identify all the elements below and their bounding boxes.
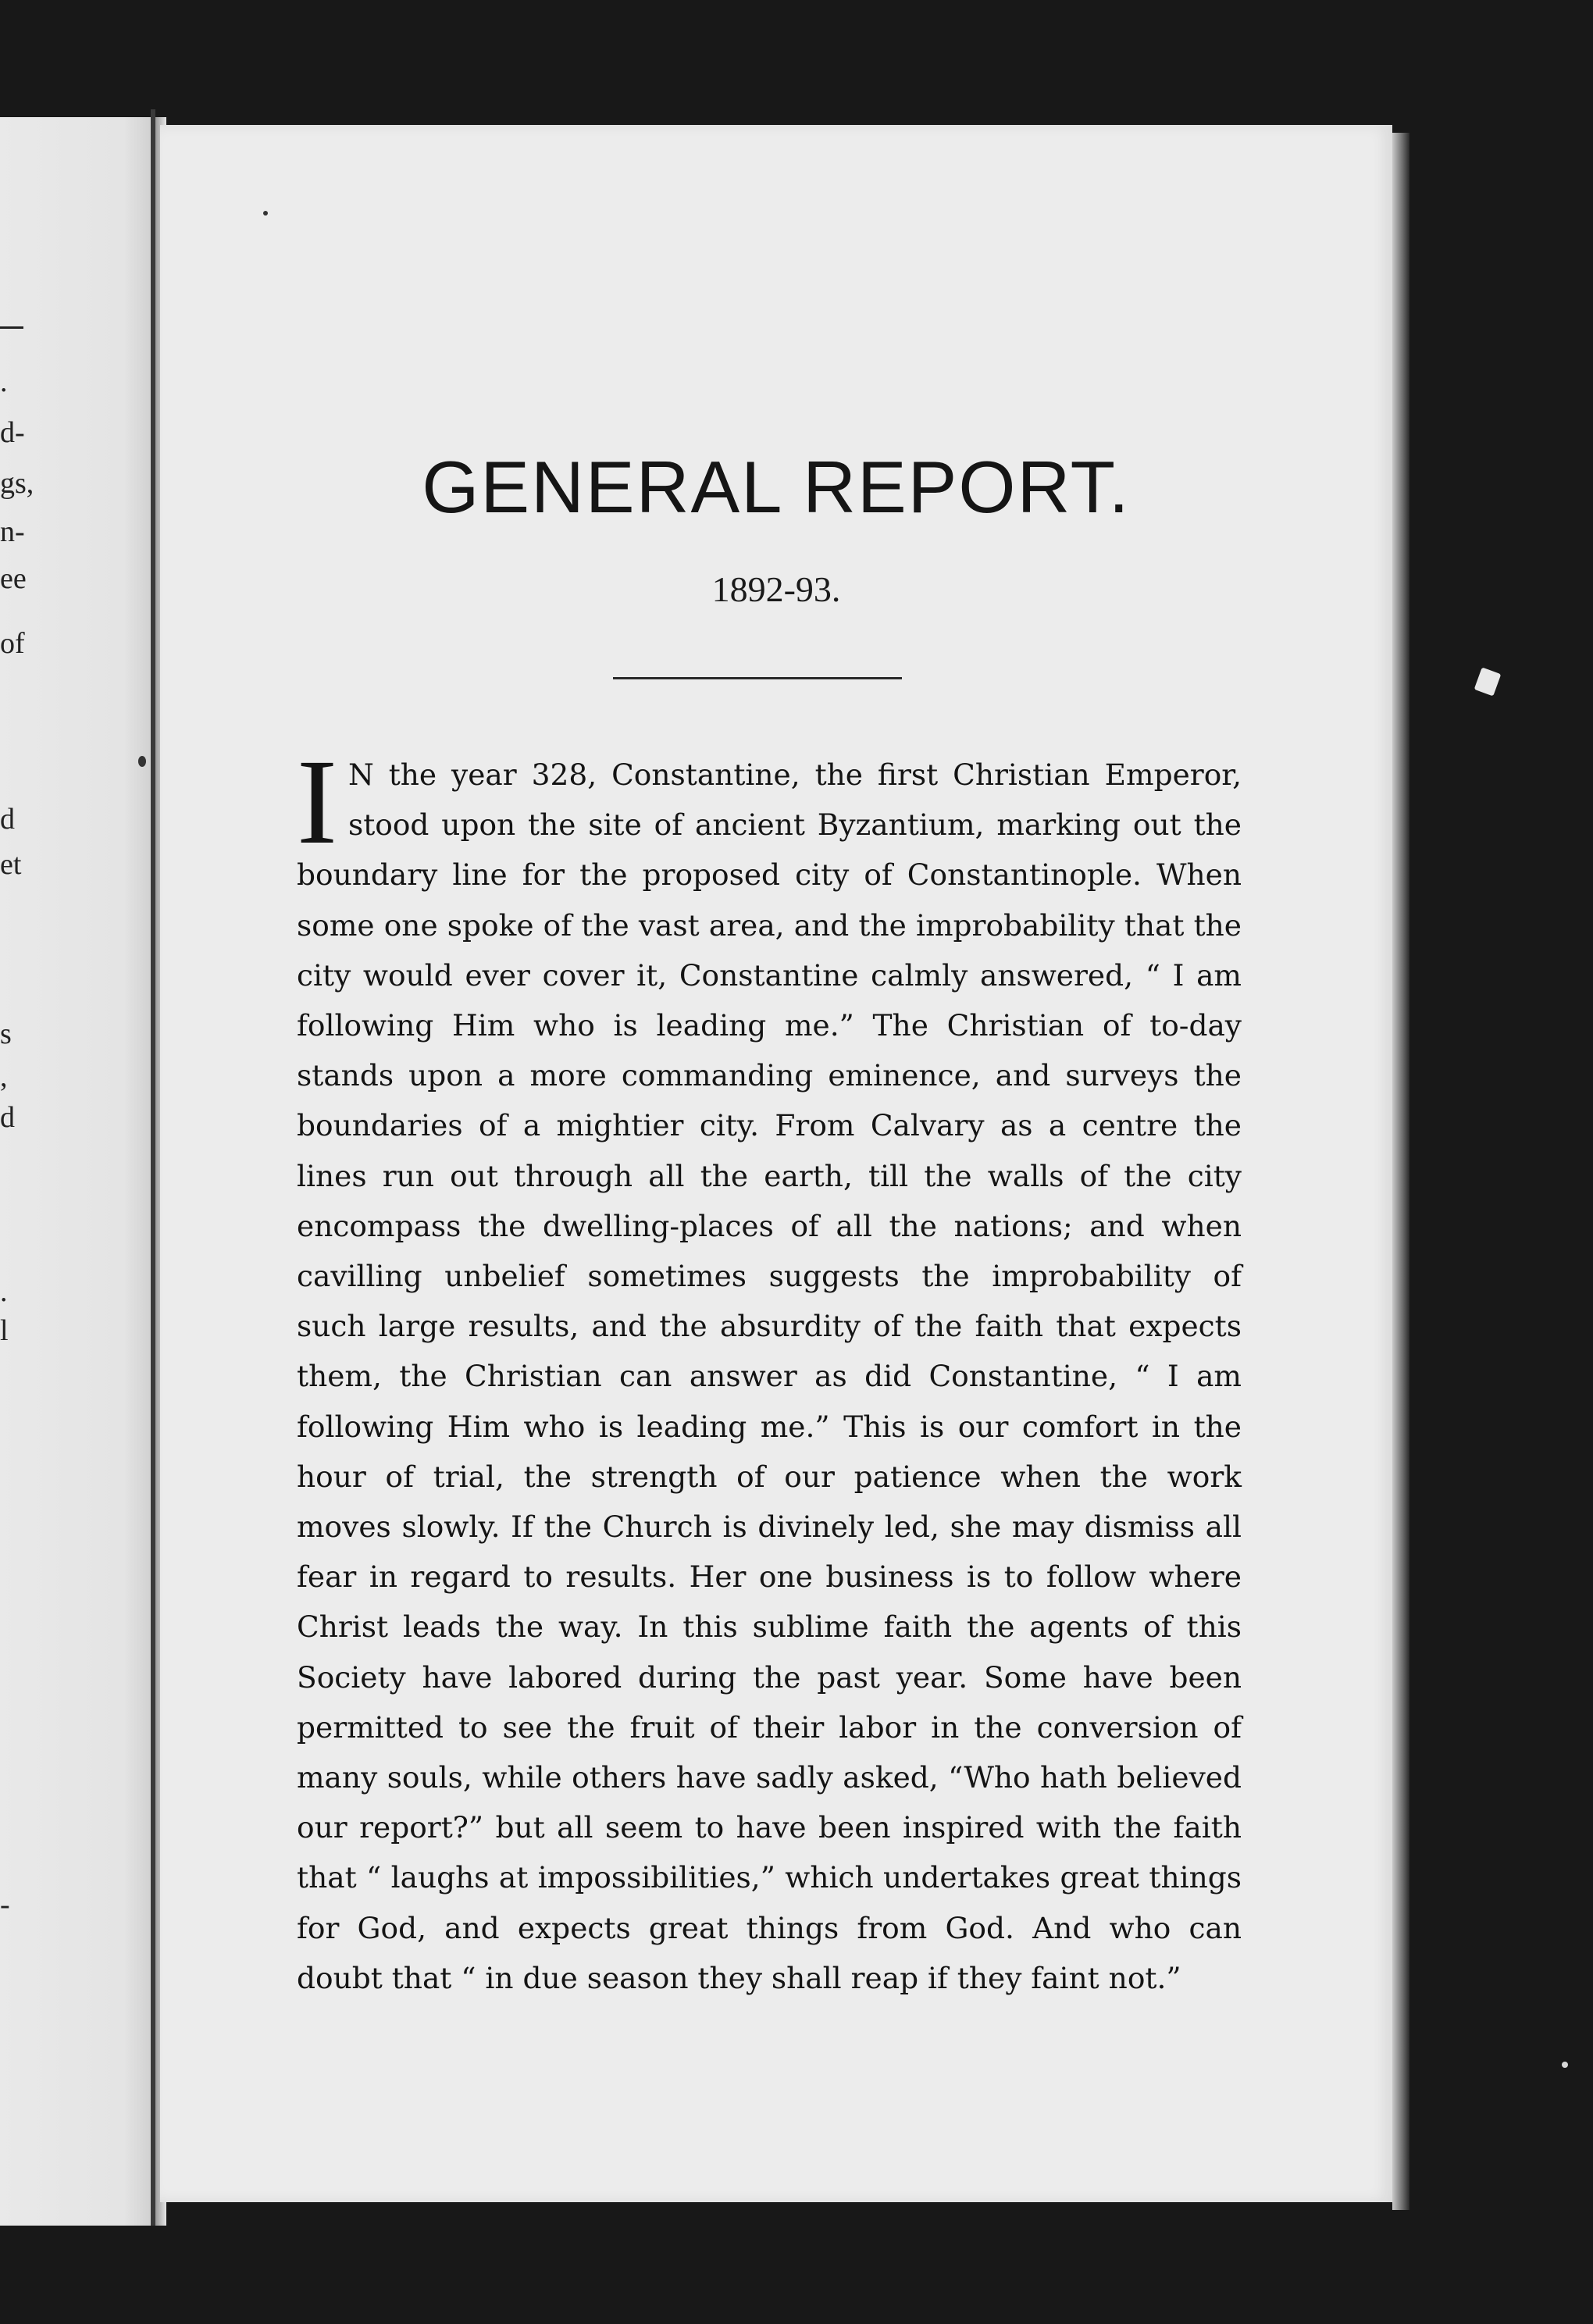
text-fragment: ee [0, 562, 27, 595]
page-edge-shadow [1392, 133, 1409, 2210]
page-title: GENERAL REPORT. [422, 446, 1131, 528]
text-fragment: of [0, 627, 25, 660]
title-divider-rule [613, 677, 902, 679]
text-fragment: d [0, 803, 15, 836]
text-fragment: s [0, 1018, 12, 1050]
report-year: 1892-93. [711, 569, 841, 609]
text-fragment: d [0, 1101, 15, 1134]
book-page [160, 125, 1392, 2202]
body-paragraph-text: N the year 328, Constantine, the first Christian Emperor, stood upon the site of ancient Byzantium, marking out the boundary line for the proposed city of Constantinople. When some one spoke of the vast area, and the improbability that the city would ever cover it, Constantine calmly answered, “ I am following Him who is leading me.” The Christian of to-day stands upon a more commanding eminence, and surveys the boundaries of a mightier city. From Calvary as a centre the lines run out through all the earth, till the walls of the city encompass the dwelling-places of all the nations; and when cavilling unbelief sometimes suggests the improbability of such large results, and the absurdity of the faith that expects them, the Christian can answer as did Constantine, “ I am following Him who is leading me.” This is our comfort in the hour of trial, the strength of our patience when the work moves slowly. If the Church is divinely led, she may dismiss all fear in regard to results. Her one business is to follow where Christ leads the way. In this sublime faith the agents of this Society have labored during the past year. Some have been permitted to see the fruit of their labor in the conversion of many souls, while others have sadly asked, “Who hath believed our report?” but all seem to have been inspired with the faith that “ laughs at impossibilities,” which undertakes great things for God, and expects great things from God. And who can doubt that “ in due season they shall reap if they faint not.” [297, 757, 1242, 1995]
text-fragment: et [0, 848, 22, 881]
text-fragment: d- [0, 416, 25, 449]
ink-speck [138, 756, 146, 767]
text-fragment: gs, [0, 467, 34, 500]
text-fragment: . [0, 365, 8, 398]
text-fragment: n- [0, 515, 25, 548]
previous-page-text-fragments [0, 117, 47, 2226]
text-fragment: l [0, 1314, 9, 1347]
dust-speck [1474, 667, 1502, 696]
drop-cap: I [297, 734, 337, 869]
dust-speck [1562, 2062, 1568, 2068]
text-fragment: , [0, 1060, 8, 1093]
ink-speck [263, 211, 268, 216]
report-body [297, 734, 1242, 2003]
text-fragment: . [0, 1275, 8, 1308]
previous-page-rule [0, 326, 23, 329]
previous-page-edge [0, 117, 155, 2226]
text-fragment: - [0, 1888, 10, 1921]
